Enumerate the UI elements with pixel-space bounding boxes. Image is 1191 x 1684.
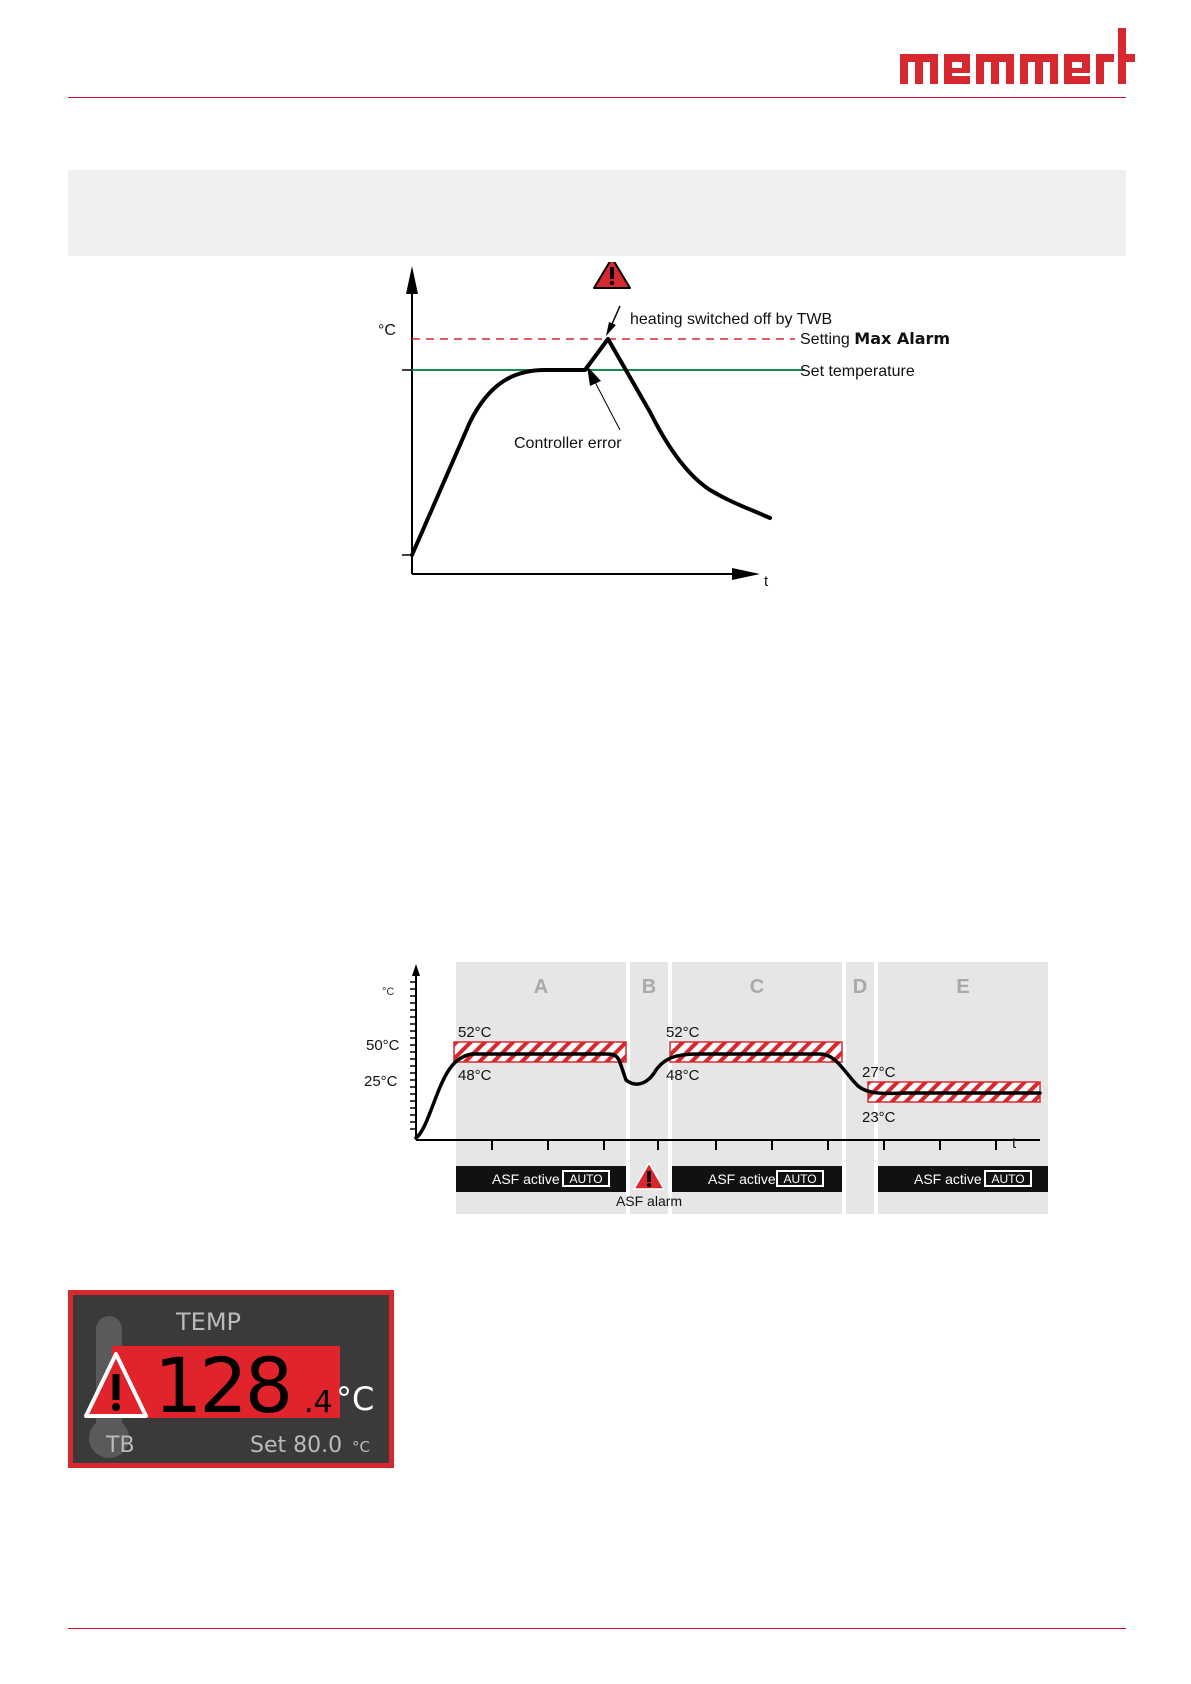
x-axis-arrow (732, 568, 760, 580)
phase-label-e: E (956, 976, 970, 998)
memmert-logo (880, 26, 1135, 96)
twb-pointer (612, 306, 620, 324)
temp-label: TEMP (176, 1308, 242, 1336)
band-a (454, 1042, 626, 1062)
max-alarm-label: Setting Max Alarm (800, 329, 951, 348)
temperature-display (68, 1290, 394, 1468)
asf-chart (350, 962, 1050, 1218)
status-badge-e: AUTO (991, 1172, 1025, 1186)
header-rule (68, 97, 1126, 98)
band-e-upper: 27°C (862, 1064, 896, 1081)
status-label-c: ASF active (708, 1171, 776, 1187)
band-a-upper: 52°C (458, 1024, 492, 1041)
setpoint-label: Set 80.0 (250, 1433, 343, 1458)
phase-label-c: C (749, 976, 765, 998)
status-badge-a: AUTO (569, 1172, 603, 1186)
y-axis-arrow (406, 266, 418, 294)
section-banner (68, 170, 1126, 256)
x-axis-label: t (1012, 1135, 1017, 1152)
warning-triangle-icon (594, 262, 630, 288)
y-axis-unit: °C (382, 986, 395, 998)
controller-error-pointer (595, 382, 620, 430)
footer-rule (68, 1628, 1126, 1629)
band-e-lower: 23°C (862, 1109, 896, 1126)
phase-label-b: B (641, 976, 657, 998)
temp-value-decimal: .4 (304, 1385, 333, 1420)
setpoint-unit: °C (352, 1438, 370, 1456)
twb-callout: heating switched off by TWB (630, 311, 833, 328)
phase-label-d: D (852, 976, 868, 998)
x-axis-label: t (764, 573, 769, 590)
temp-value-main: 128 (154, 1341, 291, 1430)
y-tick-25: 25°C (364, 1073, 398, 1090)
band-c-upper: 52°C (666, 1024, 700, 1041)
status-badge-c: AUTO (783, 1172, 817, 1186)
brand-name: memmert (880, 26, 885, 27)
set-temperature-label: Set temperature (800, 363, 915, 380)
twb-arrowhead (606, 322, 616, 336)
y-axis-arrow (412, 964, 420, 976)
y-tick-50: 50°C (366, 1037, 400, 1054)
band-c-lower: 48°C (666, 1067, 700, 1084)
temp-unit: °C (336, 1380, 375, 1418)
y-axis-label: °C (378, 322, 396, 339)
band-a-lower: 48°C (458, 1067, 492, 1084)
phase-label-a: A (533, 976, 549, 998)
controller-error-label: Controller error (514, 435, 622, 452)
band-c (670, 1042, 842, 1062)
max-alarm-chart (350, 262, 1000, 602)
asf-alarm-label: ASF alarm (615, 1193, 683, 1209)
mode-label: TB (106, 1433, 135, 1458)
status-label-e: ASF active (914, 1171, 982, 1187)
status-label-a: ASF active (492, 1171, 560, 1187)
